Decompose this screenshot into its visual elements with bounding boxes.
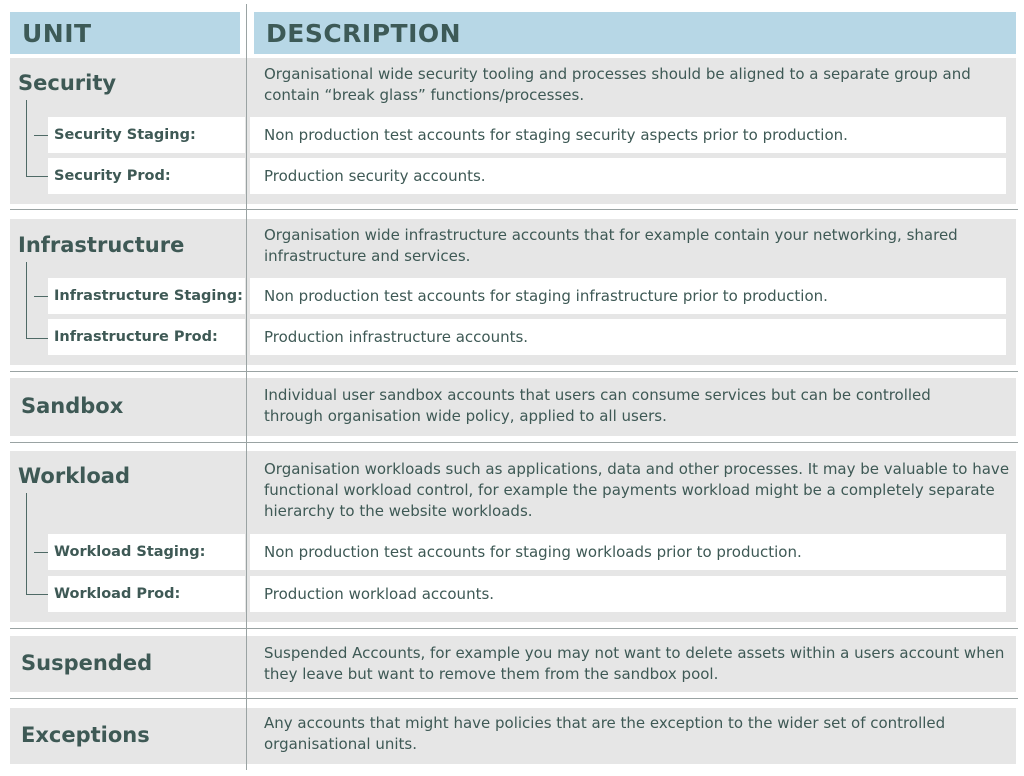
column-divider bbox=[246, 4, 247, 770]
sub-unit-label: Workload Prod: bbox=[54, 586, 181, 602]
sub-unit-label: Infrastructure Staging: bbox=[54, 288, 243, 304]
sub-unit-description: Production infrastructure accounts. bbox=[264, 327, 529, 346]
unit-description: Organisation wide infrastructure accounts that for example contain your networking, shared infrastructure and services. bbox=[264, 226, 958, 265]
unit-label: Sandbox bbox=[21, 394, 124, 418]
tree-connector bbox=[26, 100, 27, 176]
description-column-header: DESCRIPTION bbox=[254, 12, 1016, 54]
unit-label: Suspended bbox=[21, 651, 153, 675]
divider bbox=[10, 698, 1018, 699]
sub-unit-description: Non production test accounts for staging infrastructure prior to production. bbox=[264, 286, 828, 305]
tree-tick bbox=[34, 296, 48, 297]
tree-connector bbox=[26, 262, 27, 338]
tree-tick bbox=[26, 338, 48, 339]
sub-unit-description: Non production test accounts for staging security aspects prior to production. bbox=[264, 125, 848, 144]
unit-label: Exceptions bbox=[21, 723, 150, 747]
sub-unit-description: Production security accounts. bbox=[264, 166, 486, 185]
sub-unit-label: Workload Staging: bbox=[54, 544, 206, 560]
unit-column-header: UNIT bbox=[10, 12, 240, 54]
unit-description: Individual user sandbox accounts that users can consume services but can be controlled through organisation wide policy, applied to all users. bbox=[264, 386, 931, 425]
unit-description: Suspended Accounts, for example you may not want to delete assets within a users account when they leave but want to remove them from the sandbox pool. bbox=[264, 644, 1005, 683]
unit-description: Organisation workloads such as applications, data and other processes. It may be valuable to have functional workload control, for example the payments workload might be a completely separate hierarchy to the website workloads. bbox=[264, 459, 1010, 520]
divider bbox=[10, 442, 1018, 443]
divider bbox=[10, 209, 1018, 210]
sub-unit-label: Infrastructure Prod: bbox=[54, 329, 218, 345]
unit-description: Any accounts that might have policies that are the exception to the wider set of controlled organisational units. bbox=[264, 714, 946, 753]
divider bbox=[10, 371, 1018, 372]
unit-description: Organisational wide security tooling and processes should be aligned to a separate group and contain “break glass” functions/processes. bbox=[264, 65, 971, 104]
divider bbox=[10, 628, 1018, 629]
tree-tick bbox=[26, 176, 48, 177]
sub-unit-description: Non production test accounts for staging workloads prior to production. bbox=[264, 542, 802, 561]
sub-unit-label: Security Staging: bbox=[54, 127, 196, 143]
unit-label: Infrastructure bbox=[18, 233, 185, 257]
unit-label: Workload bbox=[18, 464, 130, 488]
sub-unit-label: Security Prod: bbox=[54, 168, 171, 184]
sub-unit-description: Production workload accounts. bbox=[264, 584, 495, 603]
tree-tick bbox=[34, 135, 48, 136]
tree-tick bbox=[26, 594, 48, 595]
tree-tick bbox=[34, 552, 48, 553]
tree-connector bbox=[26, 493, 27, 594]
unit-label: Security bbox=[18, 71, 117, 95]
